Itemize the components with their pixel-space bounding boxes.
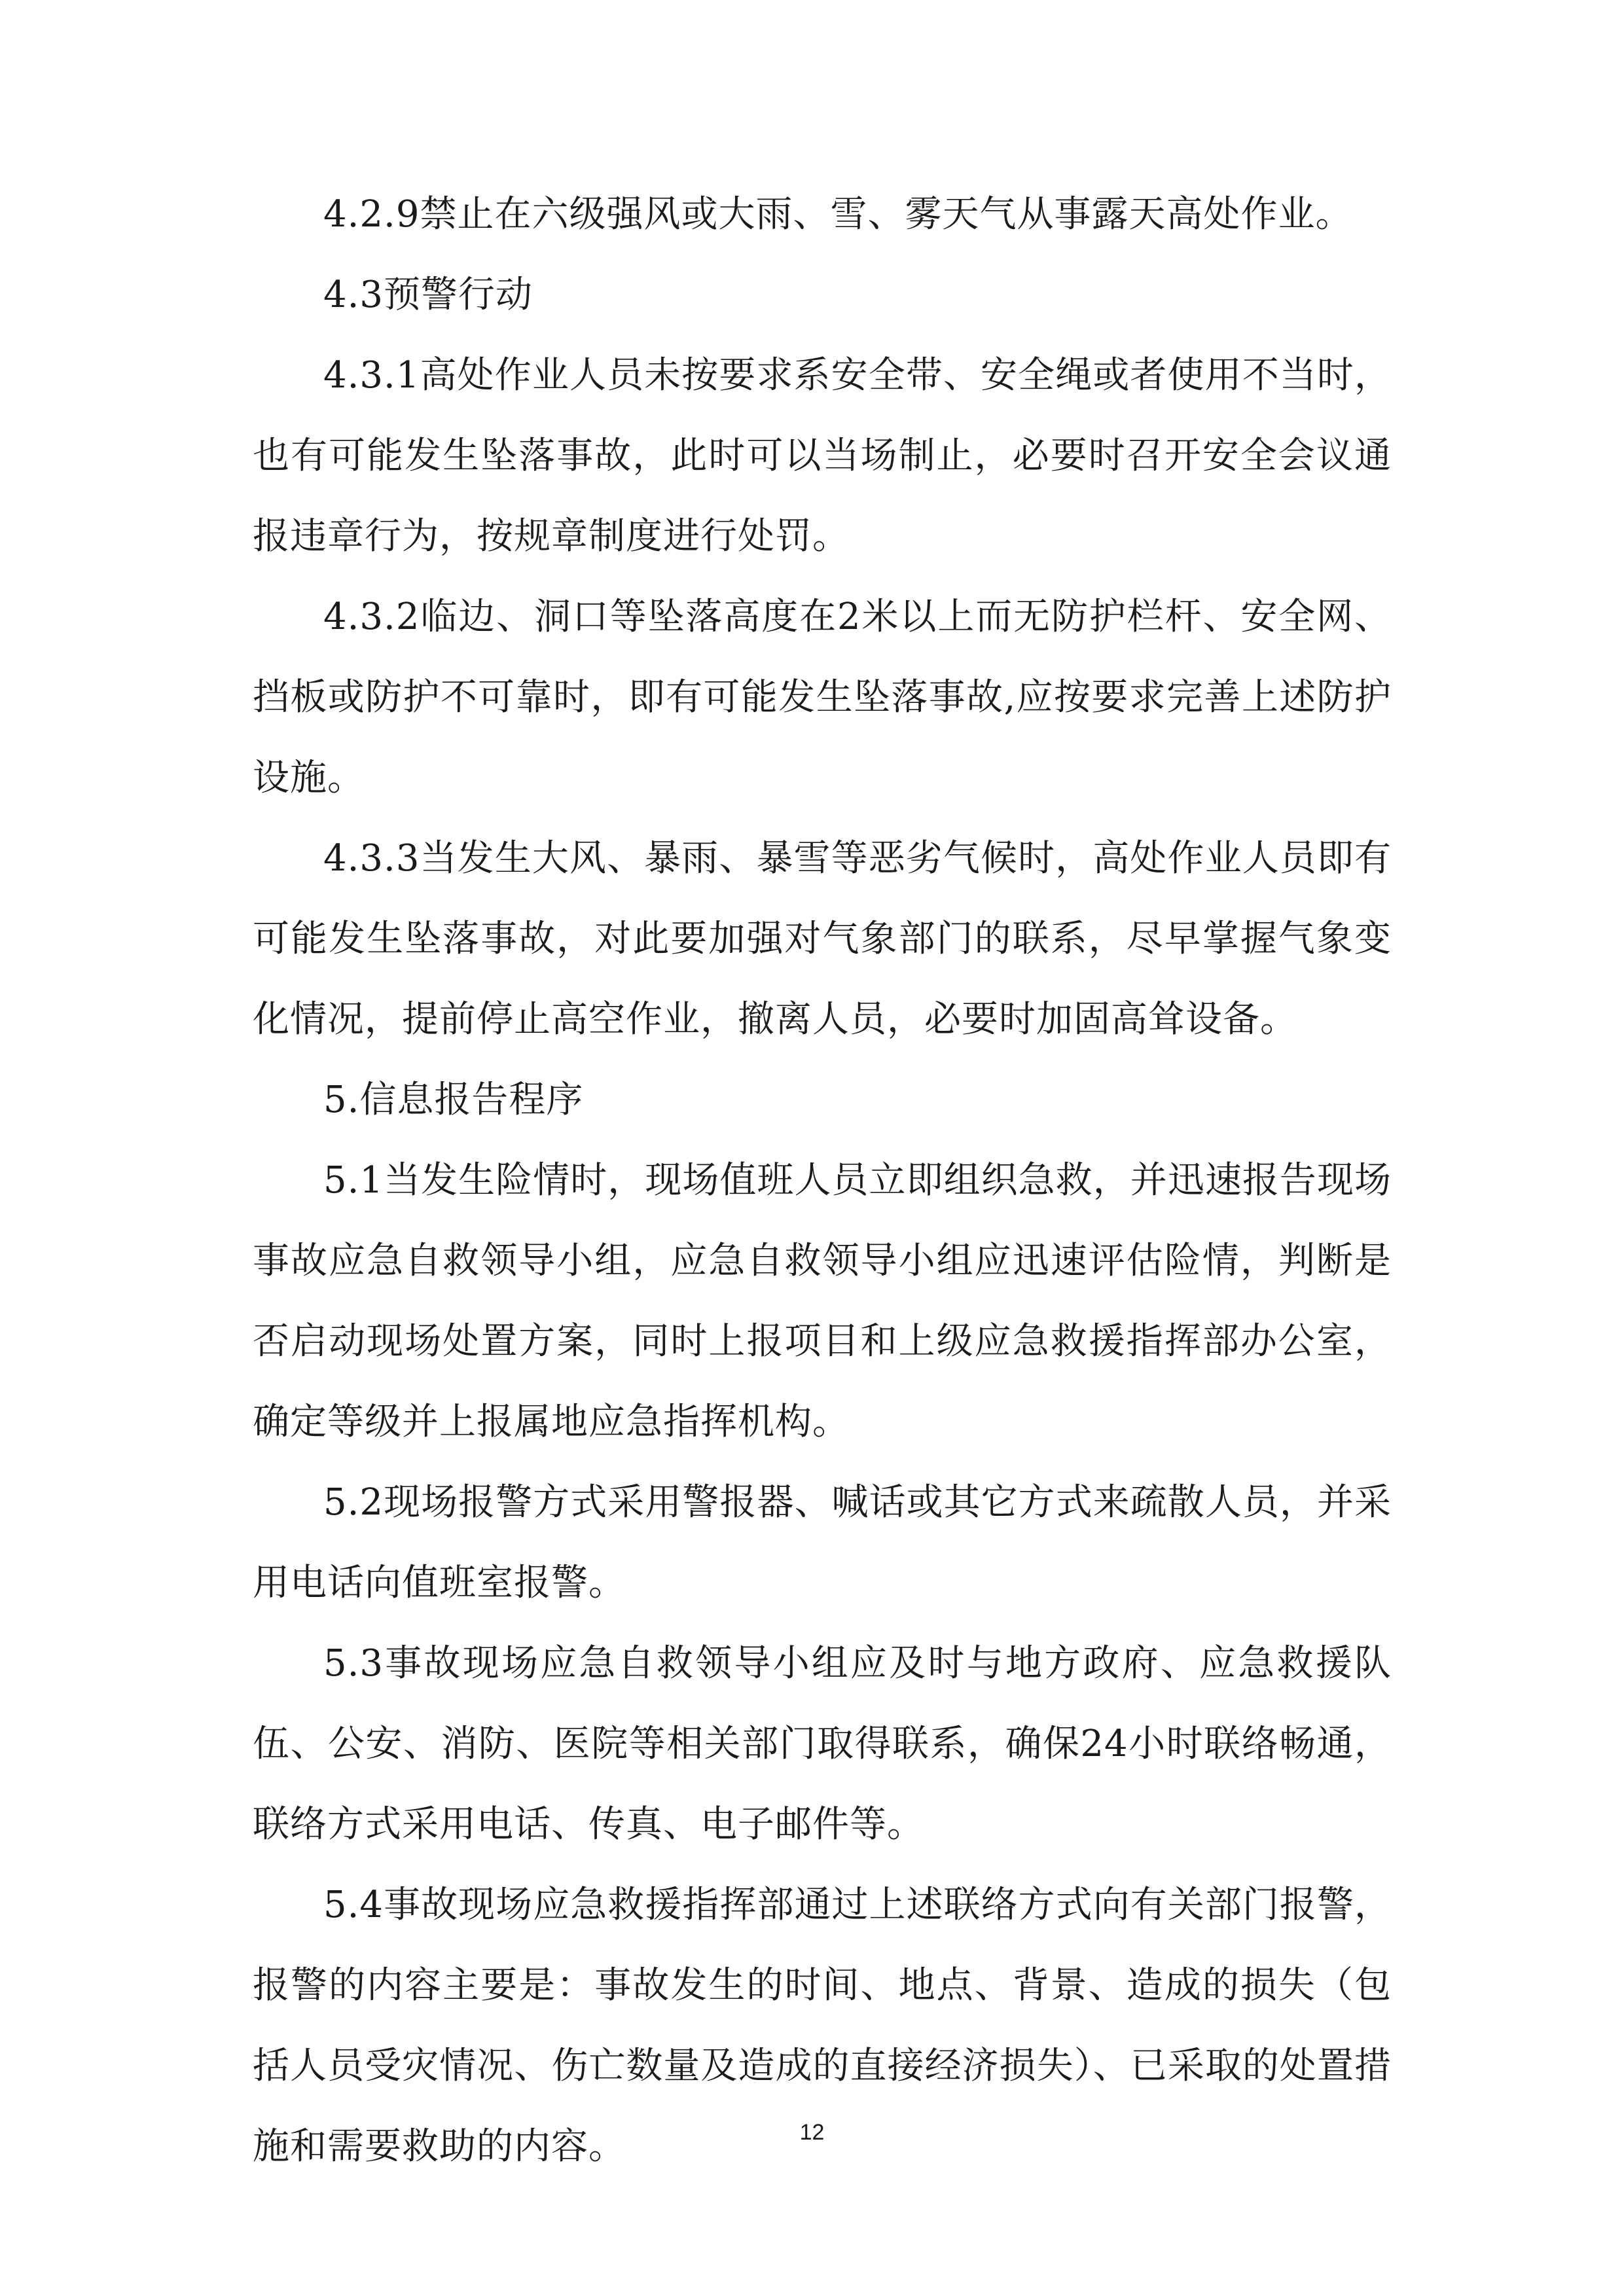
paragraph-4-3-1: 4.3.1高处作业人员未按要求系安全带、安全绳或者使用不当时，也有可能发生坠落事故，此时可以当场制止，必要时召开安全会议通报违章行为，按规章制度进行处罚。: [253, 354, 1392, 558]
paragraph-4-3-3: 4.3.3当发生大风、暴雨、暴雪等恶劣气候时，高处作业人员即有可能发生坠落事故，对此要加强对气象部门的联系，尽早掌握气象变化情况，提前停止高空作业，撤离人员，必要时加固高耸设备。: [253, 837, 1392, 1041]
page-number: 12: [799, 2120, 825, 2145]
paragraph-5-3: 5.3事故现场应急自救领导小组应及时与地方政府、应急救援队伍、公安、消防、医院等相关部门取得联系，确保24小时联络畅通，联络方式采用电话、传真、电子邮件等。: [253, 1642, 1392, 1846]
paragraph-5-2: 5.2现场报警方式采用警报器、喊话或其它方式来疏散人员，并采用电话向值班室报警。: [253, 1481, 1392, 1604]
heading-5-info-report: 5.信息报告程序: [323, 1079, 584, 1121]
paragraph-4-2-9: 4.2.9禁止在六级强风或大雨、雪、雾天气从事露天高处作业。: [323, 193, 1353, 236]
paragraph-4-3-2: 4.3.2临边、洞口等坠落高度在2米以上而无防护栏杆、安全网、挡板或防护不可靠时，即有可能发生坠落事故,应按要求完善上述防护设施。: [253, 596, 1392, 799]
paragraph-5-4: 5.4事故现场应急救援指挥部通过上述联络方式向有关部门报警，报警的内容主要是：事故发生的时间、地点、背景、造成的损失（包括人员受灾情况、伤亡数量及造成的直接经济损失）、已采取的处置措施和需要救助的内容。: [253, 1884, 1392, 2168]
body-text: [253, 174, 1392, 2187]
heading-4-3-warning-actions: 4.3预警行动: [323, 274, 533, 316]
paragraph-5-1: 5.1当发生险情时，现场值班人员立即组织急救，并迅速报告现场事故应急自救领导小组，应急自救领导小组应迅速评估险情，判断是否启动现场处置方案，同时上报项目和上级应急救援指挥部办公室，确定等级并上报属地应急指挥机构。: [253, 1159, 1392, 1443]
